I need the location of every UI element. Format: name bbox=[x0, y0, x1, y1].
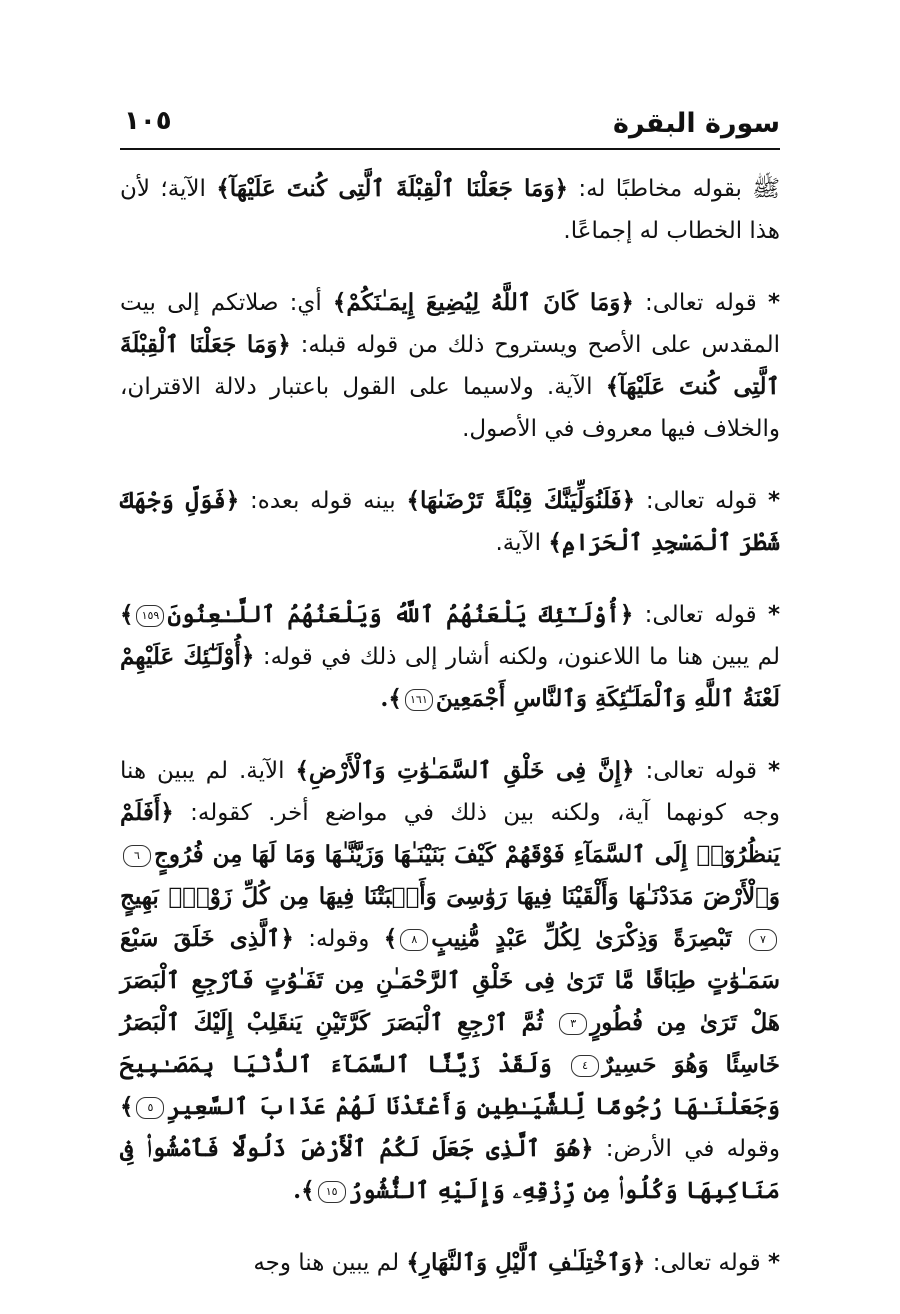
quran-verse: ﴿وَٱخْتِلَـٰفِ ٱلَّيْلِ وَٱلنَّهَارِ﴾ bbox=[406, 1249, 646, 1276]
body-text: الآية. bbox=[495, 530, 542, 556]
quran-verse: ﴿أَفَلَمْ يَنظُرُوٓا۟ إِلَى ٱلسَّمَآءِ فَوْقَهُمْ كَيْفَ بَنَيْنَـٰهَا وَزَيَّنَّـٰهَا وَمَا لَهَا مِن فُرُوجٍ bbox=[120, 799, 780, 868]
quran-verse: ﴿هُوَ ٱلَّذِى جَعَلَ لَكُمُ ٱلْأَرْضَ ذَلُولًا فَٱمْشُوا۟ فِى مَنَاكِبِهَا وَكُلُوا۟ مِن رِّزْقِهِۦ وَإِلَيْهِ ٱلنُّشُورُ bbox=[120, 1135, 780, 1204]
quran-verse: ﴿فَوَلِّ وَجْهَكَ شَطْرَ ٱلْمَسْجِدِ ٱلْحَرَامِ﴾ bbox=[120, 487, 780, 556]
verse-number-badge: ١٦١ bbox=[405, 689, 433, 711]
running-title: سورة البقرة bbox=[613, 108, 780, 139]
body-text: لم يبين هنا وجه bbox=[253, 1250, 400, 1276]
quran-verse: ﴿فَلَنُوَلِّيَنَّكَ قِبْلَةً تَرْضَىٰهَا﴾ bbox=[406, 487, 636, 514]
page-header bbox=[120, 104, 780, 150]
quran-verse: وَٱلْأَرْضَ مَدَدْنَـٰهَا وَأَلْقَيْنَا فِيهَا رَوَٰسِىَ وَأَنۢبَتْنَا فِيهَا مِن كُلِّ زَوْجٍۭ بَهِيجٍ bbox=[120, 883, 780, 910]
paragraph-3 bbox=[120, 480, 780, 564]
body-text: قوله تعالى: bbox=[645, 290, 757, 316]
paragraph-6 bbox=[120, 1242, 780, 1284]
verse-number-badge: ١٥ bbox=[318, 1181, 346, 1203]
verse-number-badge: ٥ bbox=[136, 1097, 164, 1119]
quran-verse: ﴿وَمَا كَانَ ٱللَّهُ لِيُضِيعَ إِيمَـٰنَكُمْ﴾ bbox=[332, 289, 634, 316]
quran-verse: ﴿أُوْلَـٰٓئِكَ عَلَيْهِمْ لَعْنَةُ ٱللَّهِ وَٱلْمَلَـٰٓئِكَةِ وَٱلنَّاسِ أَجْمَعِينَ bbox=[120, 643, 780, 712]
paragraph-2 bbox=[120, 282, 780, 450]
quran-verse: ﴿إِنَّ فِى خَلْقِ ٱلسَّمَـٰوَٰتِ وَٱلْأَرْضِ﴾ bbox=[295, 757, 635, 784]
body-text: ﷺ بقوله مخاطبًا له: bbox=[578, 176, 781, 202]
body-text: وقوله: bbox=[308, 926, 370, 952]
quran-verse: ﴿أُوْلَـٰٓئِكَ يَلْعَنُهُمُ ٱللَّهُ وَيَلْعَنُهُمُ ٱللَّـٰعِنُونَ bbox=[167, 601, 634, 628]
body-text: الآية. لم يبين هنا وجه كونهما آية، ولكنه بين ذلك في مواضع أخر. كقوله: bbox=[120, 758, 781, 826]
quran-verse: ثُمَّ ٱرْجِعِ ٱلْبَصَرَ كَرَّتَيْنِ يَنقَلِبْ إِلَيْكَ ٱلْبَصَرُ خَاسِئًا وَهُوَ حَسِيرٌ bbox=[120, 1009, 781, 1078]
paragraph-1 bbox=[120, 168, 780, 252]
body-text: الآية؛ لأن هذا الخطاب له إجماعًا. bbox=[120, 176, 780, 244]
paragraph-4 bbox=[120, 594, 780, 720]
verse-close-bracket: ﴾ bbox=[383, 925, 398, 952]
verse-number-badge: ١٥٩ bbox=[136, 605, 164, 627]
body-text: قوله تعالى: bbox=[644, 602, 757, 628]
paragraph-marker: * bbox=[767, 290, 780, 316]
body-text: الآية. ولاسيما على القول باعتبار دلالة الاقتران، والخلاف فيها معروف في الأصول. bbox=[120, 374, 780, 442]
quran-verse: وَلَقَدْ زَيَّنَّا ٱلسَّمَآءَ ٱلدُّنْيَا بِمَصَـٰبِيحَ وَجَعَلْنَـٰهَا رُجُومًا لِّلشَّيَـٰطِينِ وَأَعْتَدْنَا لَهُمْ عَذَابَ ٱلسَّعِيرِ bbox=[120, 1051, 780, 1120]
paragraph-marker: * bbox=[767, 1250, 780, 1276]
paragraph-marker: * bbox=[768, 758, 781, 784]
body-text: لم يبين هنا ما اللاعنون، ولكنه أشار إلى ذلك في قوله: bbox=[262, 644, 780, 670]
page-body bbox=[120, 168, 780, 1314]
paragraph-marker: * bbox=[767, 488, 781, 514]
paragraph-5 bbox=[120, 750, 780, 1212]
paragraph-marker: * bbox=[767, 602, 781, 628]
body-text: قوله تعالى: bbox=[645, 488, 758, 514]
body-text: قوله تعالى: bbox=[645, 758, 758, 784]
verse-close-bracket: ﴾. bbox=[293, 1177, 315, 1204]
body-text: وقوله في الأرض: bbox=[605, 1136, 781, 1162]
verse-number-badge: ٧ bbox=[749, 929, 777, 951]
verse-number-badge: ٨ bbox=[400, 929, 428, 951]
quran-verse: ﴿وَمَا جَعَلْنَا ٱلْقِبْلَةَ ٱلَّتِى كُنتَ عَلَيْهَآ﴾ bbox=[120, 331, 780, 400]
quran-verse: ﴿ٱلَّذِى خَلَقَ سَبْعَ سَمَـٰوَٰتٍ طِبَاقًا مَّا تَرَىٰ فِى خَلْقِ ٱلرَّحْمَـٰنِ مِن تَفَـٰوُتٍ فَٱرْجِعِ ٱلْبَصَرَ هَلْ تَرَىٰ مِن فُطُورٍ bbox=[120, 925, 781, 1036]
body-text: قوله تعالى: bbox=[652, 1250, 761, 1276]
verse-close-bracket: ﴾ bbox=[120, 1093, 134, 1120]
body-text: بينه قوله بعده: bbox=[250, 488, 396, 514]
quran-verse: ﴿وَمَا جَعَلْنَا ٱلْقِبْلَةَ ٱلَّتِى كُنتَ عَلَيْهَآ﴾ bbox=[216, 175, 568, 202]
verse-close-bracket: ﴾. bbox=[380, 685, 402, 712]
body-text: أي: صلاتكم إلى بيت المقدس على الأصح ويستروح ذلك من قوله قبله: bbox=[120, 290, 781, 358]
quran-verse: تَبْصِرَةً وَذِكْرَىٰ لِكُلِّ عَبْدٍ مُّنِيبٍ bbox=[431, 925, 732, 952]
header-rule bbox=[120, 148, 780, 150]
page-number: ١٠٥ bbox=[124, 106, 172, 136]
verse-number-badge: ٣ bbox=[559, 1013, 587, 1035]
verse-number-badge: ٦ bbox=[123, 845, 151, 867]
verse-number-badge: ٤ bbox=[571, 1055, 599, 1077]
verse-close-bracket: ﴾ bbox=[120, 601, 134, 628]
